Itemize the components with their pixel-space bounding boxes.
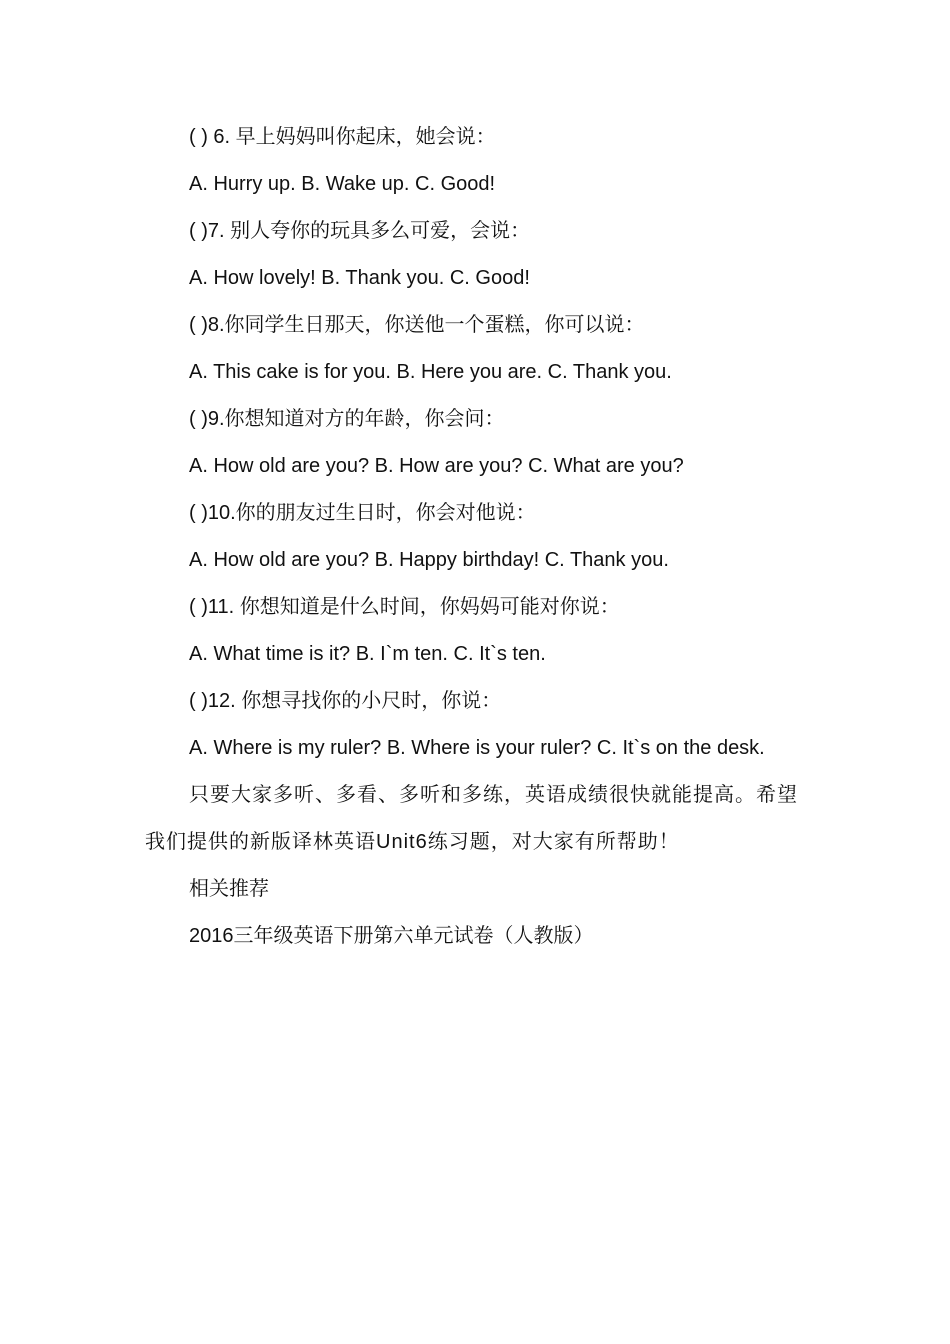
related-link[interactable]: 2016三年级英语下册第六单元试卷（人教版） (189, 925, 594, 947)
document-body (145, 114, 810, 960)
question-9-options: A. How old are you? B. How are you? C. What are you? (189, 455, 684, 477)
question-12-prompt: ( )12. 你想寻找你的小尺时，你说： (189, 690, 502, 712)
question-7-prompt: ( )7. 别人夸你的玩具多么可爱，会说： (189, 220, 531, 242)
question-10-prompt: ( )10.你的朋友过生日时，你会对他说： (189, 502, 536, 524)
question-12-options: A. Where is my ruler? B. Where is your ruler? C. It`s on the desk. (189, 737, 765, 759)
question-7-options: A. How lovely! B. Thank you. C. Good! (189, 267, 530, 289)
question-8-options: A. This cake is for you. B. Here you are. C. Thank you. (189, 361, 672, 383)
question-6-options: A. Hurry up. B. Wake up. C. Good! (189, 173, 496, 195)
question-9-prompt: ( )9.你想知道对方的年龄，你会问： (189, 408, 505, 430)
question-11-prompt: ( )11. 你想知道是什么时间，你妈妈可能对你说： (189, 596, 620, 618)
closing-paragraph: 只要大家多听、多看、多听和多练，英语成绩很快就能提高。希望我们提供的新版译林英语Unit6练习题，对大家有所帮助！ (145, 784, 798, 853)
question-8-prompt: ( )8.你同学生日那天，你送他一个蛋糕，你可以说： (189, 314, 645, 336)
question-10-options: A. How old are you? B. Happy birthday! C. Thank you. (189, 549, 669, 571)
related-heading: 相关推荐 (189, 878, 269, 900)
question-11-options: A. What time is it? B. I`m ten. C. It`s ten. (189, 643, 546, 665)
question-6-prompt: ( ) 6. 早上妈妈叫你起床，她会说： (189, 126, 496, 148)
